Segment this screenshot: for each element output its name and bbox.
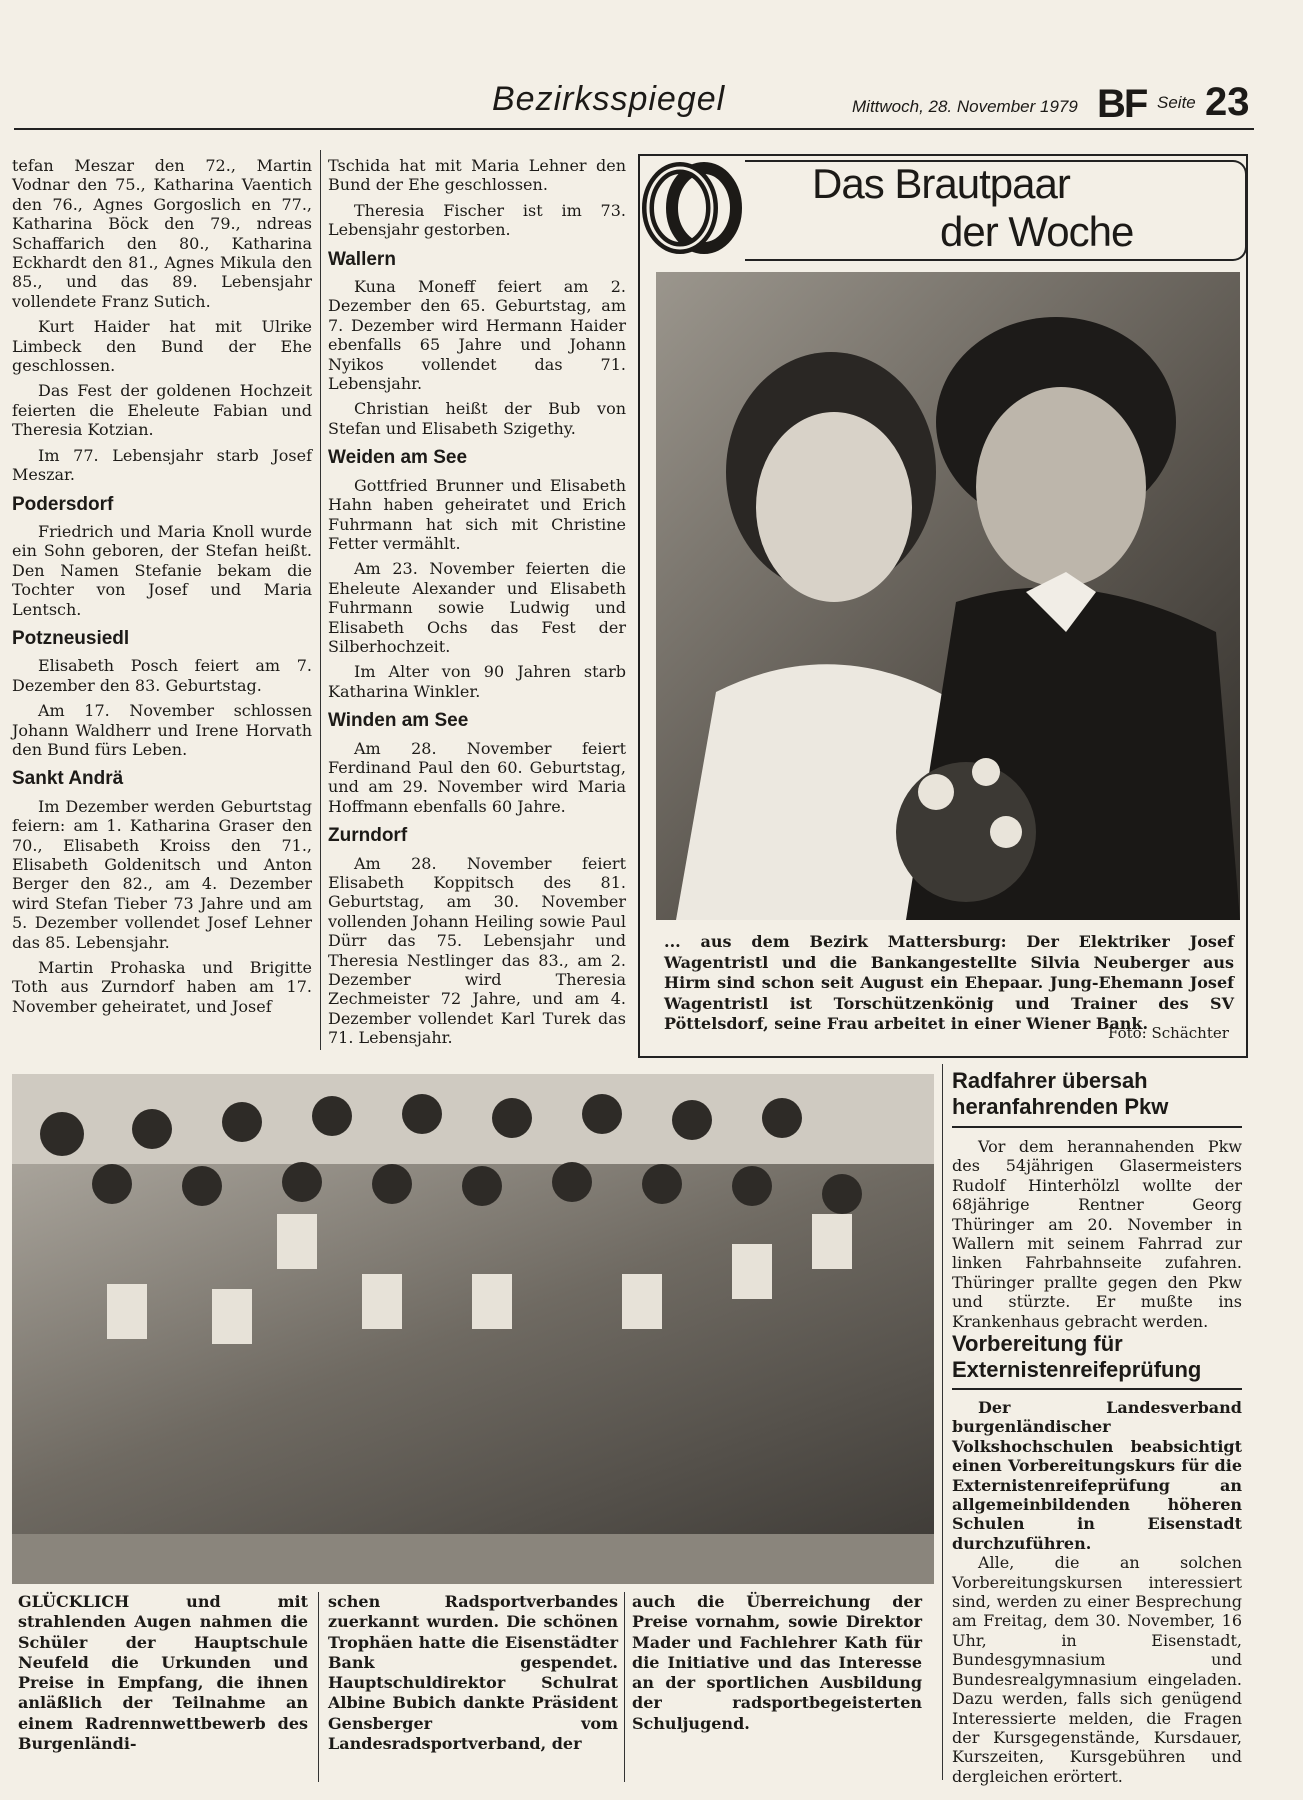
locality-heading: Wallern (328, 248, 396, 270)
article-body (952, 1398, 1242, 1786)
paragraph: Am 17. November schlossen Johann Waldherr und Irene Horvath den Bund fürs Leben. (12, 701, 312, 759)
caption-divider (624, 1592, 625, 1782)
paragraph: Gottfried Brunner und Elisabeth Hahn haben geheiratet und Erich Fuhrmann hat sich mit Christine Fetter vermählt. (328, 475, 626, 553)
caption-divider (318, 1592, 319, 1782)
locality-heading: Sankt Andrä (12, 768, 124, 790)
paragraph: Am 28. November feiert Ferdinand Paul den 60. Geburtstag, und am 29. November wird Maria Hoffmann ebenfalls 60 Jahre. (328, 738, 626, 816)
photo-credit: Foto: Schächter (1108, 1024, 1229, 1042)
paragraph: tefan Meszar den 72., Martin Vodnar den 75., Katharina Vaentich den 76., Agnes Gorgoslich en 77., Katharina Böck den 79., ndreas Schaffarich den 80., Katharina Eckhardt den 81., Agnes Mikula den 85., und das 89. Lebensjahr vollendete Franz Sutich. (12, 156, 312, 311)
news-column-2 (328, 156, 626, 1054)
group-photo-caption-2: schen Radsportverbandes zuerkannt wurden. Die schönen Trophäen hatte die Eisenstädter Bank gespendet. Hauptschuldirektor Schulrat Albine Bubich dankte Präsident Gensberger vom Landesradsportverband, der (328, 1592, 618, 1754)
paragraph: Alle, die an solchen Vorbereitungskursen interessiert sind, werden zu einer Besprechung am Freitag, dem 30. November, 16 Uhr, in Eisenstadt, Bundesgymnasium und Bundesrealgymnasium eingeladen. Dazu werden, falls sich genügend Interessierte melden, die Fragen der Kursgegenstände, Kursdauer, Kurszeiten, Kursgebühren und dergleichen erörtert. (952, 1553, 1242, 1786)
paragraph: Tschida hat mit Maria Lehner den Bund der Ehe geschlossen. (328, 156, 626, 195)
section-rubric: Bezirksspiegel (492, 80, 726, 118)
page-label: Seite (1157, 93, 1196, 112)
headline-rule (952, 1126, 1242, 1128)
paragraph: Im Dezember werden Geburtstag feiern: am 1. Katharina Graser den 70., Elisabeth Kroiss den 71., Elisabeth Goldenitsch und Anton Berger den 82., am 4. Dezember wird Stefan Tieber 73 Jahre und am 5. Dezember vollendet Josef Lehner das 85. Lebensjahr. (12, 796, 312, 952)
photo-illustration (656, 272, 1240, 920)
article-headline: Vorbereitung für Externistenreifeprüfung (952, 1331, 1202, 1382)
locality-heading: Potzneusiedl (12, 627, 130, 649)
headline-rule (952, 1388, 1242, 1390)
paragraph: Das Fest der goldenen Hochzeit feierten die Eheleute Fabian und Theresia Kotzian. (12, 381, 312, 440)
locality-heading: Zurndorf (328, 825, 408, 847)
paragraph: Kurt Haider hat mit Ulrike Limbeck den Bund der Ehe geschlossen. (12, 317, 312, 376)
wedding-rings-icon (640, 162, 744, 254)
article-lead: Der Landesverband burgenländischer Volkshochschulen beabsichtigt einen Vorbereitungskurs für die Externistenreifeprüfung an allgemeinbildenden höheren Schulen in Eisenstadt durchzuführen. (952, 1398, 1242, 1553)
paragraph: Vor dem herannahenden Pkw des 54jährigen Glasermeisters Rudolf Hinterhölzl wollte der 68jährige Rentner Georg Thüringer am 20. November in Wallern mit seinem Fahrrad zur linken Fahrbahnseite zufahren. Thüringer prallte gegen den Pkw und stürzte. Er mußte ins Krankenhaus gebracht werden. (952, 1137, 1242, 1331)
paragraph: Im Alter von 90 Jahren starb Katharina Winkler. (328, 662, 626, 701)
group-photo-illustration (12, 1074, 934, 1584)
bridal-couple-photo (656, 272, 1240, 920)
group-photo-caption-1: GLÜCKLICH und mit strahlenden Augen nahmen die Schüler der Hauptschule Neufeld die Urkunden und Preise in Empfang, die ihnen anläßlich der Teilnahme an einem Radrennwettbewerb des Burgenländi- (18, 1592, 308, 1754)
issue-date: Mittwoch, 28. November 1979 (852, 97, 1078, 116)
header-rule (14, 128, 1254, 130)
page-number: 23 (1205, 80, 1250, 124)
paragraph: Kuna Moneff feiert am 2. Dezember den 65. Geburtstag, am 7. Dezember wird Hermann Haider ebenfalls 65 Jahre und Johann Nyikos vollendet das 71. Lebensjahr. (328, 277, 626, 394)
brautpaar-title-line2: der Woche (940, 208, 1134, 255)
paragraph: Friedrich und Maria Knoll wurde ein Sohn geboren, der Stefan heißt. Den Namen Stefanie bekam die Tochter von Josef und Maria Lentsch. (12, 521, 312, 619)
brautpaar-title: Das Brautpaar (812, 160, 1070, 207)
locality-heading: Weiden am See (328, 447, 468, 469)
paragraph: Theresia Fischer ist im 73. Lebensjahr gestorben. (328, 200, 626, 240)
article-body (952, 1137, 1242, 1331)
article-headline: Radfahrer übersah heranfahrenden Pkw (952, 1068, 1169, 1119)
paragraph: Im 77. Lebensjahr starb Josef Meszar. (12, 445, 312, 485)
newspaper-logo: BF (1097, 82, 1147, 126)
paragraph: Martin Prohaska und Brigitte Toth aus Zurndorf haben am 17. November geheiratet, und Josef (12, 958, 312, 1016)
paragraph: Christian heißt der Bub von Stefan und Elisabeth Szigethy. (328, 399, 626, 438)
locality-heading: Winden am See (328, 710, 469, 732)
brautpaar-caption: ... aus dem Bezirk Mattersburg: Der Elektriker Josef Wagentristl und die Bankangestellte Silvia Neuberger aus Hirm sind schon seit August ein Ehepaar. Jung-Ehemann Josef Wagentristl ist Torschützenkönig und Trainer des SV Pöttelsdorf, seine Frau arbeitet in einer Wiener Bank. (664, 932, 1234, 1033)
paragraph: Am 23. November feierten die Eheleute Alexander und Elisabeth Fuhrmann sowie Ludwig und Elisabeth Ochs das Fest der Silberhochzeit. (328, 559, 626, 656)
column-divider (942, 1064, 943, 1780)
paragraph: Am 28. November feiert Elisabeth Koppitsch des 81. Geburtstag, am 30. November vollenden Johann Heiling sowie Paul Dürr das 75. Lebensjahr und Theresia Nestlinger das 83., am 2. Dezember wird Theresia Zechmeister 72 Jahre, und am 4. Dezember vollendet Karl Turek das 71. Lebensjahr. (328, 853, 626, 1048)
paragraph: Elisabeth Posch feiert am 7. Dezember den 83. Geburtstag. (12, 656, 312, 695)
news-column-1 (12, 156, 312, 1022)
column-divider (320, 150, 321, 1050)
group-photo-caption-3: auch die Überreichung der Preise vornahm, sowie Direktor Mader und Fachlehrer Kath für die Initiative und das Interesse an der sportlichen Ausbildung der radsportbegeisterten Schuljugend. (632, 1592, 922, 1733)
school-group-photo (12, 1074, 934, 1584)
locality-heading: Podersdorf (12, 493, 114, 515)
